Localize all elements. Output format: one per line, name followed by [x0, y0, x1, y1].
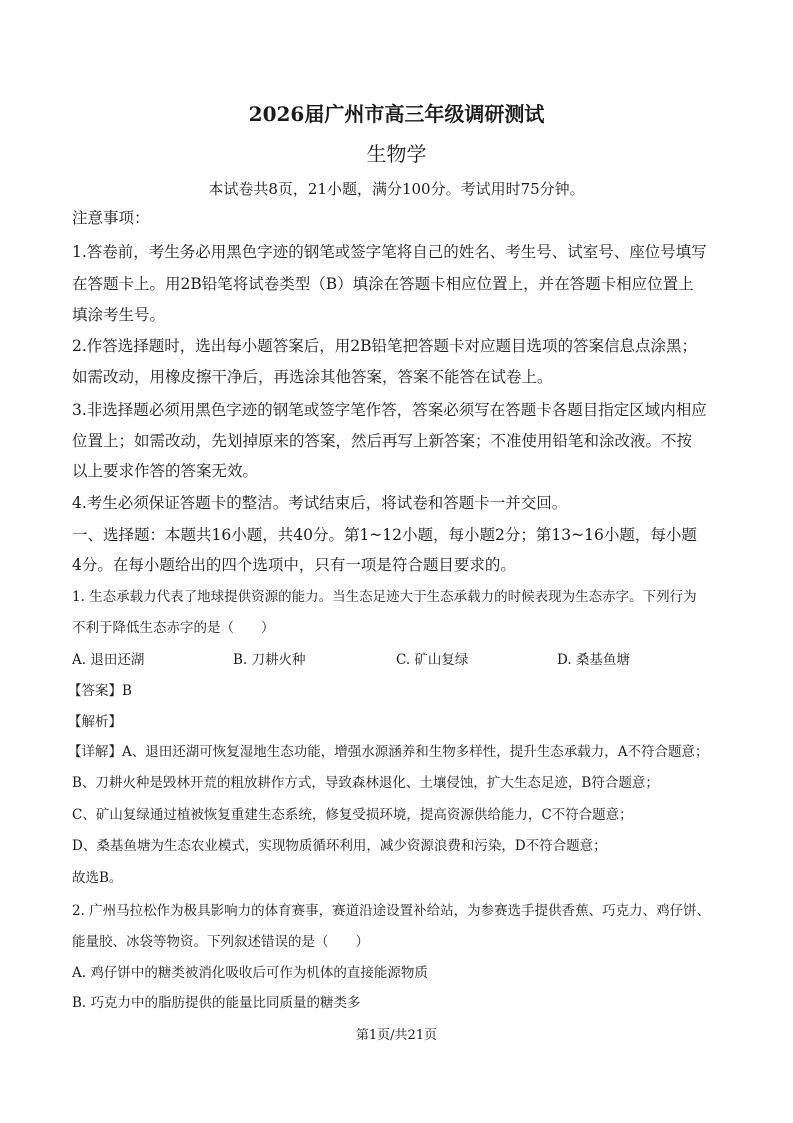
q1-option-a: A. 退田还湖 [72, 652, 145, 668]
notice-line: 以上要求作答的答案无效。 [72, 462, 259, 480]
q1-detail-line: D、桑基鱼塘为生态农业模式，实现物质循环利用，减少资源浪费和污染，D不符合题意； [72, 838, 607, 854]
exam-info: 本试卷共8页，21小题，满分100分。考试用时75分钟。 [208, 180, 585, 198]
q1-stem: 1. 生态承载力代表了地球提供资源的能力。当生态足迹大于生态承载力的时候表现为生态赤字。下列行为 [72, 589, 697, 605]
notice-heading: 注意事项： [72, 209, 150, 227]
notice-line: 1.答卷前，考生务必用黑色字迹的钢笔或签字笔将自己的姓名、考生号、试室号、座位号填写 [72, 243, 707, 261]
q2-stem: 2. 广州马拉松作为极具影响力的体育赛事，赛道沿途设置补给站，为参赛选手提供香蕉、巧克力、鸡仔饼、 [72, 903, 711, 919]
q1-detail-line: 故选B。 [72, 870, 123, 886]
q1-option-b: B. 刀耕火种 [233, 652, 306, 668]
notice-line: 2.作答选择题时，选出每小题答案后，用2B铅笔把答题卡对应题目选项的答案信息点涂黑； [72, 337, 698, 355]
notice-line: 填涂考生号。 [72, 306, 166, 324]
notice-line: 如需改动，用橡皮擦干净后，再选涂其他答案，答案不能答在试卷上。 [72, 368, 553, 386]
q1-answer: 【答案】B [68, 683, 132, 699]
notice-line: 3.非选择题必须用黑色字迹的钢笔或签字笔作答，答案必须写在答题卡各题目指定区域内相应 [72, 401, 707, 419]
section-instruction: 4分。在每小题给出的四个选项中，只有一项是符合题目要求的。 [72, 556, 516, 574]
q1-detail-line: C、矿山复绿通过植被恢复重建生态系统，修复受损环境，提高资源供给能力，C不符合题意； [72, 807, 633, 823]
notice-line: 在答题卡上。用2B铅笔将试卷类型（B）填涂在答题卡相应位置上，并在答题卡相应位置上 [72, 275, 694, 293]
q2-option-a: A. 鸡仔饼中的糖类被消化吸收后可作为机体的直接能源物质 [72, 965, 428, 981]
section-instruction: 一、选择题：本题共16小题，共40分。第1~12小题，每小题2分；第13~16小题，每小题 [72, 526, 697, 544]
notice-line: 位置上；如需改动，先划掉原来的答案，然后再写上新答案；不准使用铅笔和涂改液。不按 [72, 432, 693, 450]
q1-option-c: C. 矿山复绿 [396, 652, 469, 668]
q2-stem: 能量胶、冰袋等物资。下列叙述错误的是（ ） [72, 934, 369, 950]
q2-option-b: B. 巧克力中的脂肪提供的能量比同质量的糖类多 [72, 995, 361, 1011]
q1-analysis: 【解析】 [68, 714, 122, 730]
q1-detail-line: B、刀耕火种是毁林开荒的粗放耕作方式，导致森林退化、土壤侵蚀，扩大生态足迹，B符合题意； [72, 775, 659, 791]
q1-stem: 不利于降低生态赤字的是（ ） [72, 620, 275, 636]
q1-detail-line: 【详解】A、退田还湖可恢复湿地生态功能，增强水源涵养和生物多样性，提升生态承载力，A不符合题意； [68, 744, 709, 760]
exam-title: 2026届广州市高三年级调研测试 [248, 102, 545, 126]
page-footer: 第1页/共21页 [355, 1028, 438, 1043]
subject-title: 生物学 [366, 142, 427, 166]
q1-option-d: D. 桑基鱼塘 [557, 652, 630, 668]
notice-line: 4.考生必须保证答题卡的整洁。考试结束后，将试卷和答题卡一并交回。 [72, 494, 568, 512]
